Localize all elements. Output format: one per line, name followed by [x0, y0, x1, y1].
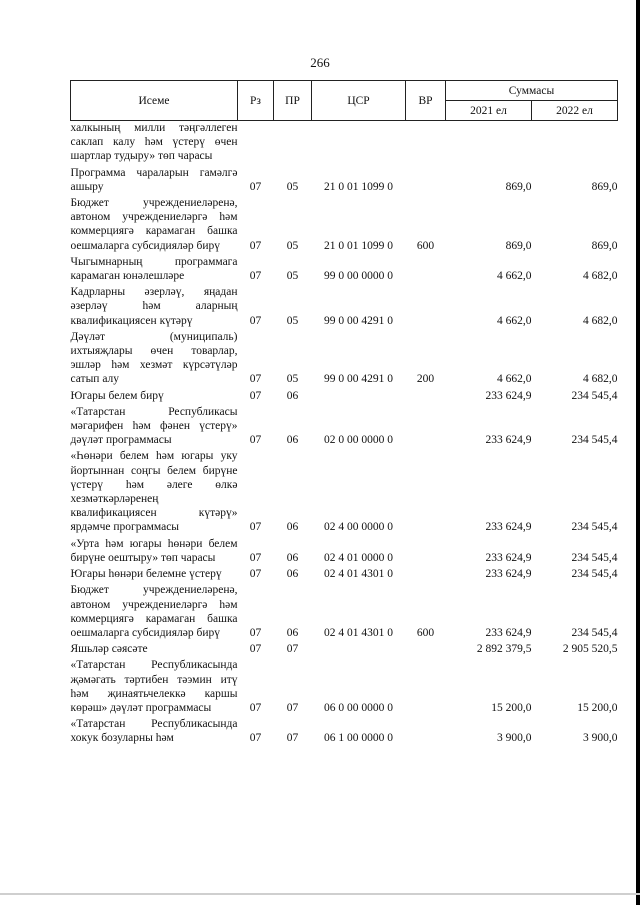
cell-amount-2021: 233 624,9 — [485, 434, 532, 447]
cell-vr: 600 — [416, 626, 435, 639]
header-vr: ВР — [406, 81, 446, 121]
cell-vr — [406, 166, 446, 196]
cell-amount-2021: 233 624,9 — [485, 389, 532, 402]
header-csr: ЦСР — [312, 81, 406, 121]
table-row — [71, 537, 618, 567]
cell-csr: 02 4 01 4301 0 — [324, 568, 393, 581]
table-row — [71, 121, 618, 166]
cell-pr: 07 — [286, 732, 299, 745]
cell-name: Кадрларны әзерләү, яңадан әзерләү һәм аларның квалификациясен күтәрү — [70, 286, 238, 327]
header-rz: Рз — [238, 81, 274, 121]
cell-amount-2021: 233 624,9 — [485, 568, 532, 581]
cell-vr — [406, 658, 446, 717]
table-body — [71, 121, 618, 748]
table-row — [71, 717, 618, 747]
cell-rz: 07 — [249, 389, 262, 402]
cell-amount-2021: 233 624,9 — [485, 521, 532, 534]
cell-rz: 07 — [249, 732, 262, 745]
cell-csr: 21 0 01 1099 0 — [324, 180, 393, 193]
cell-vr — [406, 121, 446, 166]
cell-name: халкының милли тәңгәллеген саклап калу һәм үстерү өчен шартлар тудыру» төп чарасы — [70, 122, 238, 163]
cell-vr — [406, 285, 446, 330]
cell-amount-2021 — [446, 121, 532, 166]
cell-csr — [312, 389, 406, 405]
cell-vr — [406, 389, 446, 405]
cell-csr: 06 1 00 0000 0 — [324, 732, 393, 745]
header-year-2021: 2021 ел — [446, 101, 532, 121]
cell-vr — [406, 717, 446, 747]
cell-vr: 200 — [416, 373, 435, 386]
cell-csr: 02 4 01 4301 0 — [324, 626, 393, 639]
cell-csr: 02 4 00 0000 0 — [324, 521, 393, 534]
cell-name: «Татарстан Республикасы мәгарифен һәм фәнен үстерү» дәүләт программасы — [70, 405, 238, 447]
cell-pr: 05 — [286, 239, 299, 252]
cell-amount-2022: 4 682,0 — [583, 270, 618, 283]
cell-csr: 02 4 01 0000 0 — [324, 551, 393, 564]
cell-csr: 99 0 00 4291 0 — [324, 373, 393, 386]
cell-rz: 07 — [249, 701, 262, 714]
cell-pr: 07 — [286, 643, 299, 656]
cell-amount-2022: 234 545,4 — [571, 434, 618, 447]
table-row — [71, 255, 618, 285]
cell-name: Бюджет учреждениеләренә, автоном учреждениеләргә һәм коммерциягә карамаган башка оешмаларга субсидияләр бирү — [70, 584, 238, 639]
cell-pr: 06 — [286, 434, 299, 447]
cell-amount-2022: 234 545,4 — [571, 551, 618, 564]
cell-csr — [312, 642, 406, 658]
table-row — [71, 583, 618, 642]
cell-csr: 99 0 00 0000 0 — [324, 270, 393, 283]
cell-pr: 06 — [286, 521, 299, 534]
cell-name: Югары белем бирү — [70, 389, 164, 402]
cell-vr: 600 — [416, 239, 435, 252]
cell-amount-2022: 15 200,0 — [577, 701, 618, 714]
scan-edge-right — [636, 0, 640, 905]
cell-amount-2021: 4 662,0 — [497, 270, 532, 283]
cell-vr — [406, 405, 446, 450]
page-number: 266 — [310, 55, 330, 70]
cell-name: Бюджет учреждениеләренә, автоном учреждениеләргә һәм коммерциягә карамаган башка оешмаларга субсидияләр бирү — [70, 197, 238, 252]
cell-rz: 07 — [249, 180, 262, 193]
table-row — [71, 567, 618, 583]
cell-rz: 07 — [249, 434, 262, 447]
cell-amount-2021: 869,0 — [505, 239, 532, 252]
cell-vr — [406, 449, 446, 536]
cell-pr: 07 — [286, 701, 299, 714]
cell-name: «Һөнәри белем һәм югары уку йортыннан соңгы белем бирүне үстерү һәм әлеге өлкә хезмәткәрләренең квалификациясен күтәрү» ярдәмче программасы — [70, 450, 238, 534]
cell-vr — [406, 567, 446, 583]
cell-amount-2022: 869,0 — [591, 239, 618, 252]
cell-name: Югары һөнәри белемне үстерү — [70, 568, 222, 581]
table-row — [71, 405, 618, 450]
cell-amount-2021: 233 624,9 — [485, 626, 532, 639]
table-row — [71, 166, 618, 196]
scan-edge-bottom — [0, 893, 640, 895]
cell-amount-2022: 3 900,0 — [583, 732, 618, 745]
cell-amount-2022: 234 545,4 — [571, 521, 618, 534]
cell-csr — [312, 121, 406, 166]
cell-name: «Татарстан Республикасында җәмәгать тәртибен тәэмин итү һәм җинаятьчелеккә каршы көрәш» дәүләт программасы — [70, 659, 238, 714]
cell-csr: 21 0 01 1099 0 — [324, 239, 393, 252]
cell-vr — [406, 255, 446, 285]
cell-rz: 07 — [249, 551, 262, 564]
cell-pr: 05 — [286, 373, 299, 386]
cell-rz: 07 — [249, 643, 262, 656]
cell-rz: 07 — [249, 521, 262, 534]
cell-name: Чыгымнарның программага карамаган юнәлешләре — [70, 255, 238, 283]
cell-pr: 05 — [286, 270, 299, 283]
table-row — [71, 285, 618, 330]
cell-rz: 07 — [249, 270, 262, 283]
cell-amount-2021: 4 662,0 — [497, 373, 532, 386]
cell-name: Дәүләт (муниципаль) ихтыяҗлары өчен товарлар, эшләр һәм хезмәт күрсәтүләр сатып алу — [70, 330, 238, 386]
table-row — [71, 389, 618, 405]
cell-rz: 07 — [249, 626, 262, 639]
cell-amount-2022: 234 545,4 — [571, 626, 618, 639]
cell-amount-2022 — [532, 121, 618, 166]
header-amounts: Суммасы — [446, 81, 618, 101]
cell-amount-2022: 2 905 520,5 — [562, 643, 618, 656]
cell-amount-2022: 234 545,4 — [571, 568, 618, 581]
table-row — [71, 642, 618, 658]
table-row — [71, 330, 618, 389]
header-year-2022: 2022 ел — [532, 101, 618, 121]
cell-amount-2021: 869,0 — [505, 180, 532, 193]
cell-csr: 99 0 00 4291 0 — [324, 314, 393, 327]
header-pr: ПР — [274, 81, 312, 121]
header-name: Исеме — [71, 81, 238, 121]
cell-amount-2021: 233 624,9 — [485, 551, 532, 564]
cell-csr: 06 0 00 0000 0 — [324, 701, 393, 714]
cell-amount-2022: 234 545,4 — [571, 389, 618, 402]
cell-amount-2021: 3 900,0 — [497, 732, 532, 745]
cell-amount-2022: 4 682,0 — [583, 314, 618, 327]
cell-pr: 06 — [286, 626, 299, 639]
cell-amount-2021: 15 200,0 — [491, 701, 532, 714]
cell-amount-2021: 2 892 379,5 — [476, 643, 532, 656]
table-row — [71, 449, 618, 536]
cell-amount-2022: 869,0 — [591, 180, 618, 193]
cell-name: Программа чараларын гамәлгә ашыру — [70, 166, 238, 193]
cell-name: Яшьләр сәясәте — [70, 643, 148, 656]
cell-name: «Урта һәм югары һөнәри белем бирүне оештыру» төп чарасы — [70, 537, 238, 564]
cell-pr: 06 — [286, 551, 299, 564]
cell-rz: 07 — [249, 373, 262, 386]
table-row — [71, 658, 618, 717]
cell-amount-2021: 4 662,0 — [497, 314, 532, 327]
cell-rz: 07 — [249, 239, 262, 252]
cell-amount-2022: 4 682,0 — [583, 373, 618, 386]
table-row — [71, 196, 618, 255]
cell-pr: 06 — [286, 389, 299, 402]
cell-rz: 07 — [249, 568, 262, 581]
cell-pr: 06 — [286, 568, 299, 581]
budget-table — [70, 80, 618, 748]
cell-rz — [238, 121, 274, 166]
cell-pr: 05 — [286, 180, 299, 193]
cell-rz: 07 — [249, 314, 262, 327]
cell-name: «Татарстан Республикасында хокук бозуларны һәм — [70, 718, 238, 745]
cell-vr — [406, 537, 446, 567]
cell-pr: 05 — [286, 314, 299, 327]
cell-csr: 02 0 00 0000 0 — [324, 434, 393, 447]
cell-vr — [406, 642, 446, 658]
cell-pr — [274, 121, 312, 166]
